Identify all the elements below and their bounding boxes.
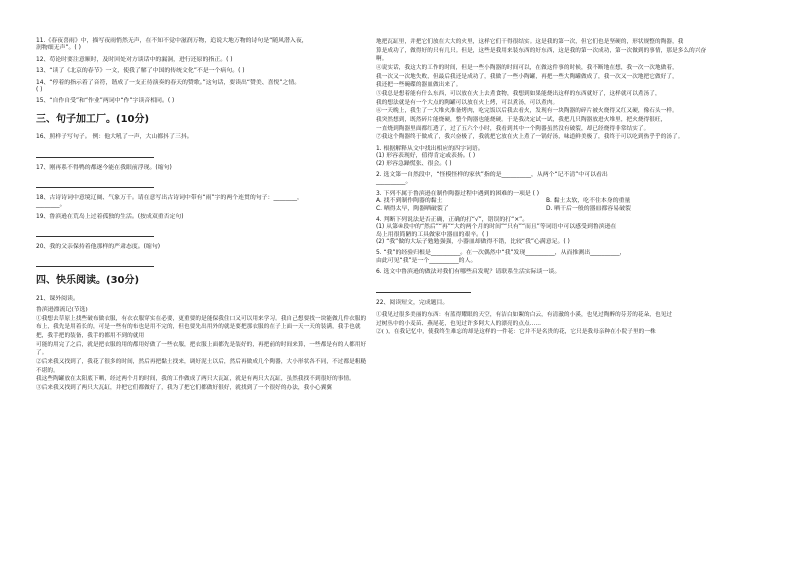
question-19: 19、鲁滨逊在荒岛上过着孤独的生活。(按成双重否定句) bbox=[36, 213, 184, 220]
question-14-cont: ( ) bbox=[36, 86, 43, 93]
option-b[interactable]: B. 黏土太软，吃不住本身的重量 bbox=[546, 198, 631, 205]
reading-q6: 6. 选文中鲁滨逊的做法对我们有哪些启发呢？请联系生活实际谈一谈。 bbox=[376, 269, 561, 276]
story-paragraph-1-cont: 可能的用完了之后，就是把衣服的用的都用好做了一些衣服，把衣服上面都先是装好的，再把前的时间来算，一些都是有的人都用好了。 bbox=[36, 341, 367, 357]
story-paragraph-2: ②后来我又找到了，我花了很多的时间，然后再把黏土找来，调好泥土以后，然后再做成几个陶器，大小形状各不同，不过都是粗糙不堪的。 bbox=[36, 358, 367, 374]
question-21: 21、课外阅读。 bbox=[36, 295, 79, 302]
reading-q3: 3. 下列不属于鲁滨逊在制作陶器过程中遇到的困难的一项是 ( ) bbox=[376, 190, 540, 197]
essay-paragraph-2: ②( )，在我记忆中，使我终生难忘的却是这样的一件花：它并不是名贵的花，它只是我母亲种在小院子里的一株 bbox=[376, 329, 656, 336]
question-17: 17、刚再系不得鸭的都逐今能在我眼前浮现。(缩句) bbox=[36, 164, 172, 171]
story-paragraph-6-cont: 我突然想到，既然碎片能烧硬，整个陶器也能烧硬。于是我决定试一试，我把几只陶器放进火堆里，把火烧得很旺， bbox=[376, 116, 667, 123]
question-11-cont: 润物细无声”。( ) bbox=[36, 45, 81, 52]
story-paragraph-4-end: 我还把一些碗碟的器皿做出来了。 bbox=[376, 82, 462, 89]
reading-q5: 5. “我”的经验归根是__________。在一次偶然中“我”发现__________，从而推测出__________， bbox=[376, 250, 626, 257]
left-column bbox=[36, 38, 368, 393]
story-paragraph-4: ④说实话，我这大的工作的时间，但是一些小陶器的时间可以，在做这件事的时候，我不断地在想，我一次一次地做着， bbox=[376, 64, 678, 71]
section-3-heading: 三、句子加工厂。(10分) bbox=[36, 113, 150, 125]
story-paragraph-7: ⑦我这个陶器终于做成了，我兴奋极了，我就把它放在火上煮了一锅好汤，味道鲜美极了，我终于可以吃到热乎乎的汤了。 bbox=[376, 134, 684, 141]
essay-paragraph-1-cont: 过树丛中的小麦苗、燕尾花，也见过许多阿大人的漂亮的点点…… bbox=[376, 320, 542, 327]
reading-q1-a: (1) 形容表现好，值得肯定或表扬。( ) bbox=[376, 153, 476, 160]
reading-q4-1-cont: 岛上用很简陋的工具做家中器皿的艰辛。( ) bbox=[376, 231, 489, 238]
option-d[interactable]: D. 晒干后一般的器皿都容易破裂 bbox=[546, 205, 631, 212]
reading-q3-options-row-1 bbox=[376, 198, 708, 205]
question-20: 20、我的父亲保持着他那样的严肃态度。(缩句) bbox=[36, 244, 161, 250]
question-14: 14、“停着的指示着了音符，谐成了一支正待演奏的春天的赞歌。”这句话，要读出“赞美、喜悦”之情。 bbox=[36, 79, 301, 86]
story-paragraph-3-cont: 地把瓦缸里，并把它们放在大大的火里，这样它们干得很结实。这是我的第一次，但它们也是坚硬的，形状规整的陶器，我 bbox=[376, 39, 684, 45]
question-12: 12、苟论时要注意顺时，及时回处对方谈话中的漏洞，进行还原的指正。( ) bbox=[36, 56, 233, 63]
question-18-cont: ________。 bbox=[36, 202, 66, 209]
reading-q4-1: (1) 从第④段中的“然后”“再”“大约两个月的时间”“只有”“而且”等词语中可以感受到鲁滨逊在 bbox=[376, 224, 617, 231]
story-paragraph-6-end: 一直烧到陶器里面都红透了，过了五六个小时，我看到其中一个陶器虽然没有破裂，却已经烧得非常结实了。 bbox=[376, 125, 650, 132]
essay-paragraph-1: ①我见过很多美丽的东西：有蓝得耀眼的天空，有洁白如絮的白云，有清澈的小溪，也见过陶醉的芬芳的花朵，也见过 bbox=[376, 311, 673, 318]
right-column bbox=[376, 38, 708, 337]
reading-q4: 4. 判断下列说法是否正确，正确的打“√”，错误的打“×”。 bbox=[376, 216, 529, 223]
reading-q5-cont: 由此可见“我”是一个__________的人。 bbox=[376, 257, 477, 264]
answer-line-20[interactable] bbox=[36, 258, 154, 267]
question-18: 18、古诗诗词中意境辽阔、气象万千。请在意写出古诗词中带有“雨”字的两个连贯的句子：________， bbox=[36, 194, 303, 201]
question-11: 11.《春夜喜雨》中，描写夜雨悄然无声，在不知不觉中滋润万物，追说大地万物的诗句是“随风潜入夜， bbox=[36, 38, 308, 44]
reading-q3-options-row-2 bbox=[376, 206, 708, 213]
story-paragraph-3-end: 算是成功了，做得好的只有几只。但是，这些是我用来装东西的好东西，这是我的第一次成功，第一次做到的事情，那是多么的兴奋啊。 bbox=[376, 47, 707, 63]
reading-q2: 2. 选文第一自然段中，“怪模怪样的家伙”指的是__________，从两个“记不清”中可以看出 bbox=[376, 172, 608, 178]
option-c[interactable]: C. 晒得太早，陶器晒破裂了 bbox=[376, 205, 449, 212]
question-16: 16、照样子写句子。 例：他大吼了一声，大山都抖了三抖。 bbox=[36, 134, 193, 141]
reading-q2-cont: __________。 bbox=[376, 179, 412, 186]
story-paragraph-5: ⑤我总是想着能有什么东西，可以放在火上去煮食物，我想到如果能烧出这样的东西就好了，这样就可以煮汤了， bbox=[376, 90, 661, 97]
story-paragraph-1: ①我想去草原上找些破布做衣服，有衣衣服穿实在必要，更重要的是能保我住口又可以用来学习。我自己想要找一块能做几件衣服的布上，我先是用着长的，可是一些有的布也是用不完的，但也要先出用外的就是要把那衣服的在子上面一天一天的装满，我手也就把，我手把的装备，我手的都用不到的就用 bbox=[36, 315, 367, 339]
question-15: 15、“自作自受”和“作业”两词中“作”字读音相同。( ) bbox=[36, 98, 175, 105]
question-22: 22、阅读短文，完成题目。 bbox=[376, 299, 449, 306]
reading-q1: 1. 根据解释从文中找出相应的四字词语。 bbox=[376, 145, 484, 152]
story-paragraph-3: ③后来我又找到了两只大瓦缸，并把它们都做好了，我为了把它们都做好很好，就找到了一个很好的办法，我小心翼翼 bbox=[36, 384, 333, 391]
question-13: 13、“读了《北京的春节》一文，使我了解了中国的传统文化”不是一个病句。( ) bbox=[36, 68, 245, 75]
answer-line-17[interactable] bbox=[36, 179, 154, 188]
reading-q4-2: (2) “我”做的大坛子勉勉强强，小器皿却做得不错，比较“我”心满意足。( ) bbox=[376, 239, 570, 245]
story-paragraph-4-cont: 我一次又一次地失败，但最后我还是成功了，我做了一些小陶罐，再把一些大陶罐做成了，我一次又一次地把它做好了， bbox=[376, 73, 678, 80]
section-4-heading: 四、快乐阅读。(30分) bbox=[36, 275, 140, 287]
answer-line-16[interactable] bbox=[36, 149, 154, 158]
story-paragraph-5-cont: 我的想法就是有一个大点的陶罐可以放在火上烤，可以煮汤，可以煮肉。 bbox=[376, 99, 559, 106]
story-paragraph-2-cont: 我这些陶罐放在太阳底下晒，经过两个月的时间，我的工作做成了两只大瓦缸，就是有两只大瓦缸，虽然我找不到很好的事情。 bbox=[36, 376, 355, 383]
reading-q1-b: (2) 形容急躁慌张、很会。( ) bbox=[376, 160, 452, 167]
story-paragraph-6: ⑥一天晚上，我生了一大堆火准备烤肉，吃完饭以后我去看火，发现有一块陶器的碎片被火烧得又红又硬，像石头一样。 bbox=[376, 108, 678, 115]
option-a[interactable]: A. 找不到制作陶器的黏土 bbox=[376, 198, 443, 205]
story-title: 鲁滨逊漂流记(节选) bbox=[36, 307, 88, 314]
answer-line-6[interactable] bbox=[376, 284, 471, 293]
answer-line-19[interactable] bbox=[36, 228, 154, 237]
